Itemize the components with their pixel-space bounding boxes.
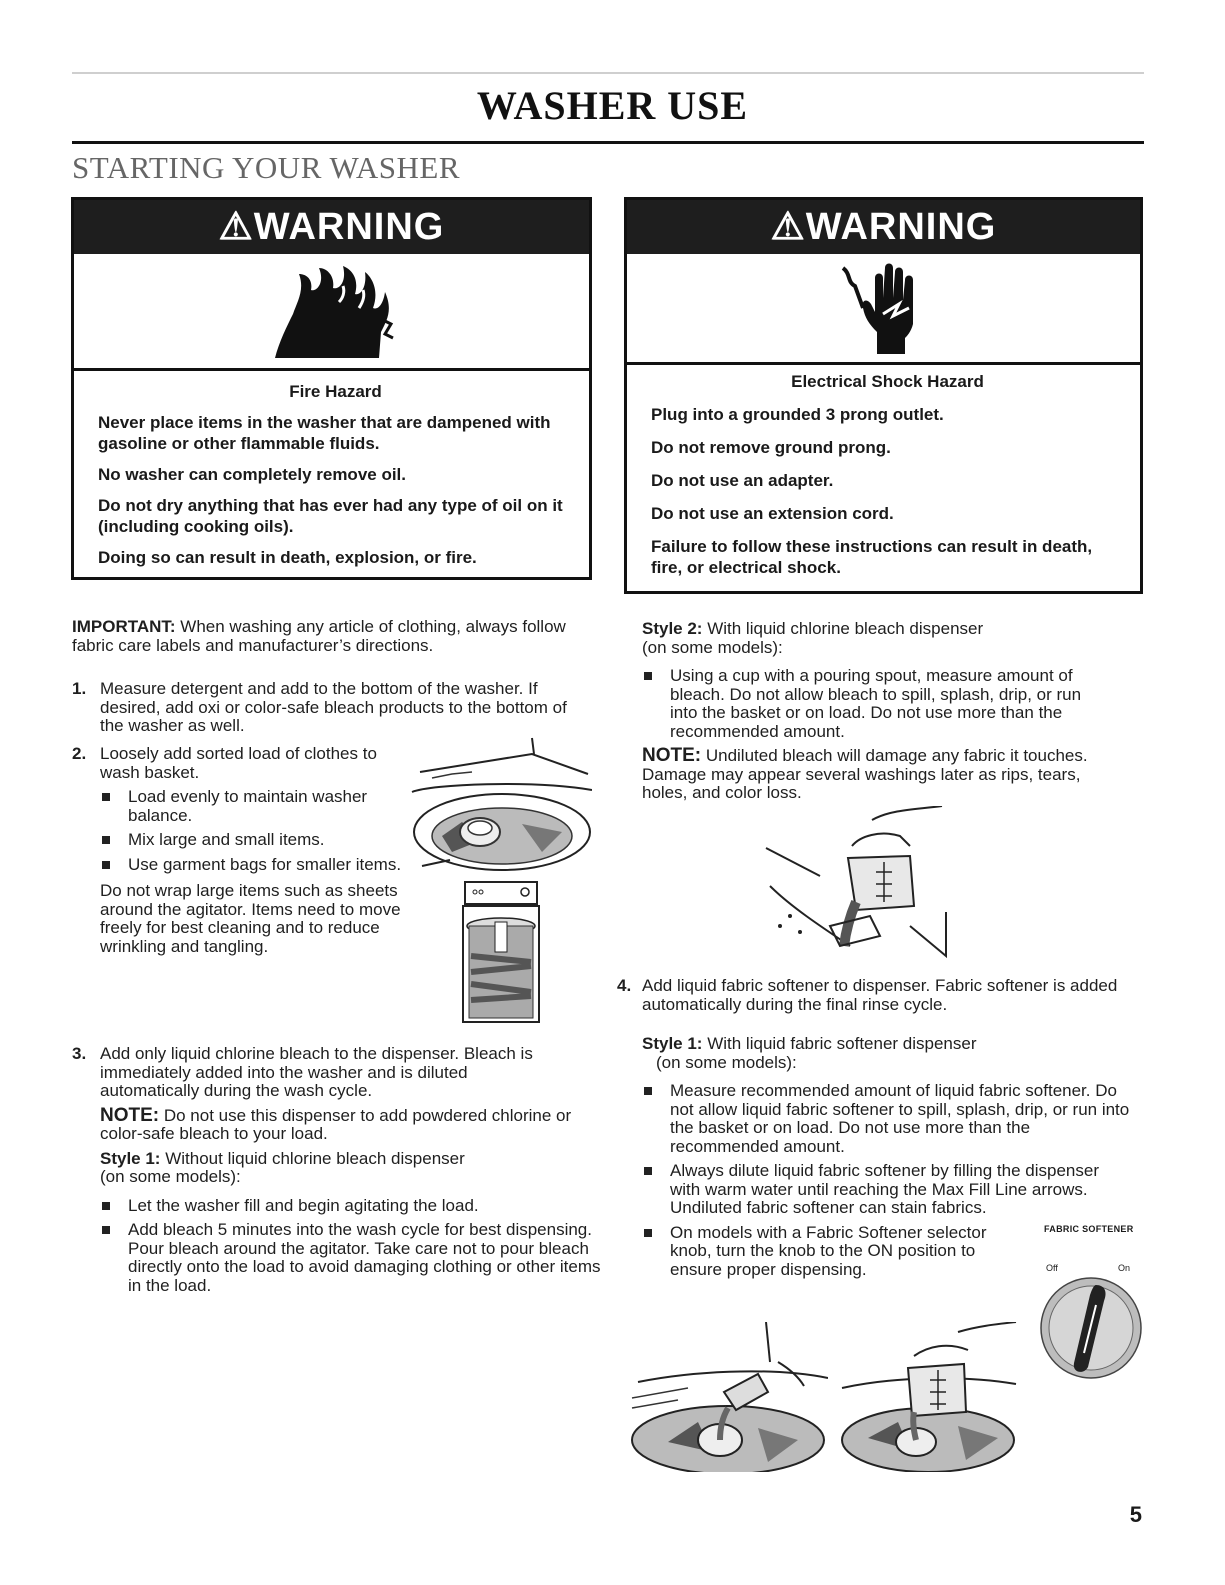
list-item: Mix large and small items. <box>100 831 432 850</box>
warning-heading: ⚠WARNING <box>74 200 589 254</box>
step-1 <box>72 680 592 736</box>
step-3 <box>72 1045 602 1301</box>
list-item: Use garment bags for smaller items. <box>100 856 432 875</box>
step-text: Loosely add sorted load of clothes to wash basket. <box>100 744 377 782</box>
style-text: With liquid chlorine bleach dispenser <box>702 619 984 638</box>
style-heading <box>100 1150 602 1169</box>
warning-line: Do not remove ground prong. <box>651 438 891 457</box>
step-number: 1. <box>72 679 87 698</box>
step-number: 2. <box>72 744 87 763</box>
list-item: Always dilute liquid fabric softener by filling the dispenser with warm water until reaching the Max Fill Line arrows. Undiluted fabric softener can stain fabrics. <box>642 1162 1132 1218</box>
note-paragraph <box>100 1104 602 1144</box>
warning-icon-area <box>74 254 589 371</box>
note-text: Do not use this dispenser to add powdered chlorine or color-safe bleach to your load. <box>100 1105 572 1143</box>
list-item: Add bleach 5 minutes into the wash cycle for best dispensing. Pour bleach around the agitator. Take care not to pour bleach directly onto the load to avoid damaging clothing or other items in the load. <box>100 1221 602 1295</box>
warning-line: Do not dry anything that has ever had any type of oil on it (including cooking oils). <box>98 496 563 536</box>
bleach-pour-illustration <box>760 806 960 966</box>
washer-top-illustration <box>392 732 592 872</box>
step-text: Measure detergent and add to the bottom of the washer. If desired, add oxi or color-safe bleach products to the bottom of the washer as well. <box>100 679 567 735</box>
style-2-block <box>642 620 1122 803</box>
warning-line: Plug into a grounded 3 prong outlet. <box>651 405 944 424</box>
warning-line: Do not use an adapter. <box>651 471 834 490</box>
warning-line: Failure to follow these instructions can result in death, fire, or electrical shock. <box>651 537 1093 577</box>
fire-warning-box <box>71 197 592 580</box>
step-number: 4. <box>617 976 632 995</box>
knob-off-label: Off <box>1046 1263 1058 1273</box>
list-item: Measure recommended amount of liquid fabric softener. Do not allow liquid fabric softener to spill, splash, drip, or run into the basket or on load. Do not use more than the recommended amount. <box>642 1082 1132 1156</box>
hazard-title: Electrical Shock Hazard <box>791 372 984 391</box>
step-number: 3. <box>72 1044 87 1063</box>
warning-line: Do not use an extension cord. <box>651 504 894 523</box>
list-item: Let the washer fill and begin agitating the load. <box>100 1197 602 1216</box>
electrical-warning-box <box>624 197 1143 594</box>
important-label: IMPORTANT: <box>72 617 176 636</box>
title-rule <box>72 141 1144 144</box>
section-heading: STARTING YOUR WASHER <box>72 150 461 185</box>
style-label: Style 2: <box>642 619 703 638</box>
page-number: 5 <box>1129 1502 1142 1527</box>
softener-dispenser-illustration-2 <box>838 1322 1018 1472</box>
note-label: NOTE: <box>100 1104 160 1126</box>
bullet-list <box>100 1197 602 1296</box>
softener-style-1 <box>642 1035 1132 1285</box>
style-heading <box>642 620 1122 639</box>
bullet-list <box>642 667 1122 741</box>
style-subtext: (on some models): <box>642 637 783 657</box>
warning-icon-area <box>627 254 1140 365</box>
bullet-list <box>100 788 432 874</box>
warning-line: No washer can completely remove oil. <box>98 465 407 484</box>
important-text: When washing any article of clothing, always follow fabric care labels and manufacturer’s directions. <box>72 617 566 655</box>
note-paragraph <box>642 747 1122 803</box>
list-item: Load evenly to maintain washer balance. <box>100 788 368 825</box>
warning-line: Doing so can result in death, explosion, or fire. <box>98 548 477 567</box>
list-item: Using a cup with a pouring spout, measure amount of bleach. Do not allow bleach to spill, splash, drip, or run into the basket or on load. Do not use more than the recommended amount. <box>642 667 1110 741</box>
fabric-softener-knob-icon <box>1038 1275 1144 1381</box>
step-2 <box>72 745 432 956</box>
note-label: NOTE: <box>642 745 702 766</box>
style-text: Without liquid chlorine bleach dispenser <box>160 1148 465 1168</box>
style-subtext: (on some models): <box>656 1052 797 1072</box>
top-rule <box>72 72 1144 74</box>
fabric-softener-knob-label: FABRIC SOFTENER <box>1044 1224 1134 1234</box>
list-item: On models with a Fabric Softener selector knob, turn the knob to the ON position to ensure proper dispensing. <box>642 1224 1005 1280</box>
style-text: With liquid fabric softener dispenser <box>702 1034 977 1053</box>
step-4 <box>617 977 1137 1014</box>
style-label: Style 1: <box>100 1148 161 1168</box>
note-text: Undiluted bleach will damage any fabric it touches. Damage may appear several washings later as rips, tears, holes, and color loss. <box>642 746 1088 802</box>
step-text: Add liquid fabric softener to dispenser. Fabric softener is added automatically during the final rinse cycle. <box>642 976 1118 1014</box>
washer-front-illustration <box>455 876 545 1026</box>
important-paragraph <box>72 618 572 655</box>
hazard-title: Fire Hazard <box>289 382 382 401</box>
fire-icon <box>269 262 399 362</box>
style-label: Style 1: <box>642 1034 703 1053</box>
electrical-shock-icon <box>839 258 929 358</box>
style-subtext: (on some models): <box>100 1167 241 1186</box>
step-text: Add only liquid chlorine bleach to the dispenser. Bleach is immediately added into the washer and is diluted automatically during the wash cycle. <box>100 1044 533 1100</box>
step-note: Do not wrap large items such as sheets around the agitator. Items need to move freely for best cleaning and to reduce wrinkling and tangling. <box>100 881 401 956</box>
warning-heading: ⚠WARNING <box>627 200 1140 254</box>
knob-on-label: On <box>1118 1263 1131 1273</box>
style-heading <box>642 1035 1132 1054</box>
page-title: WASHER USE <box>476 83 749 128</box>
softener-dispenser-illustration-1 <box>628 1322 828 1472</box>
bullet-list <box>642 1082 1132 1279</box>
warning-line: Never place items in the washer that are dampened with gasoline or other flammable fluids. <box>98 413 551 453</box>
